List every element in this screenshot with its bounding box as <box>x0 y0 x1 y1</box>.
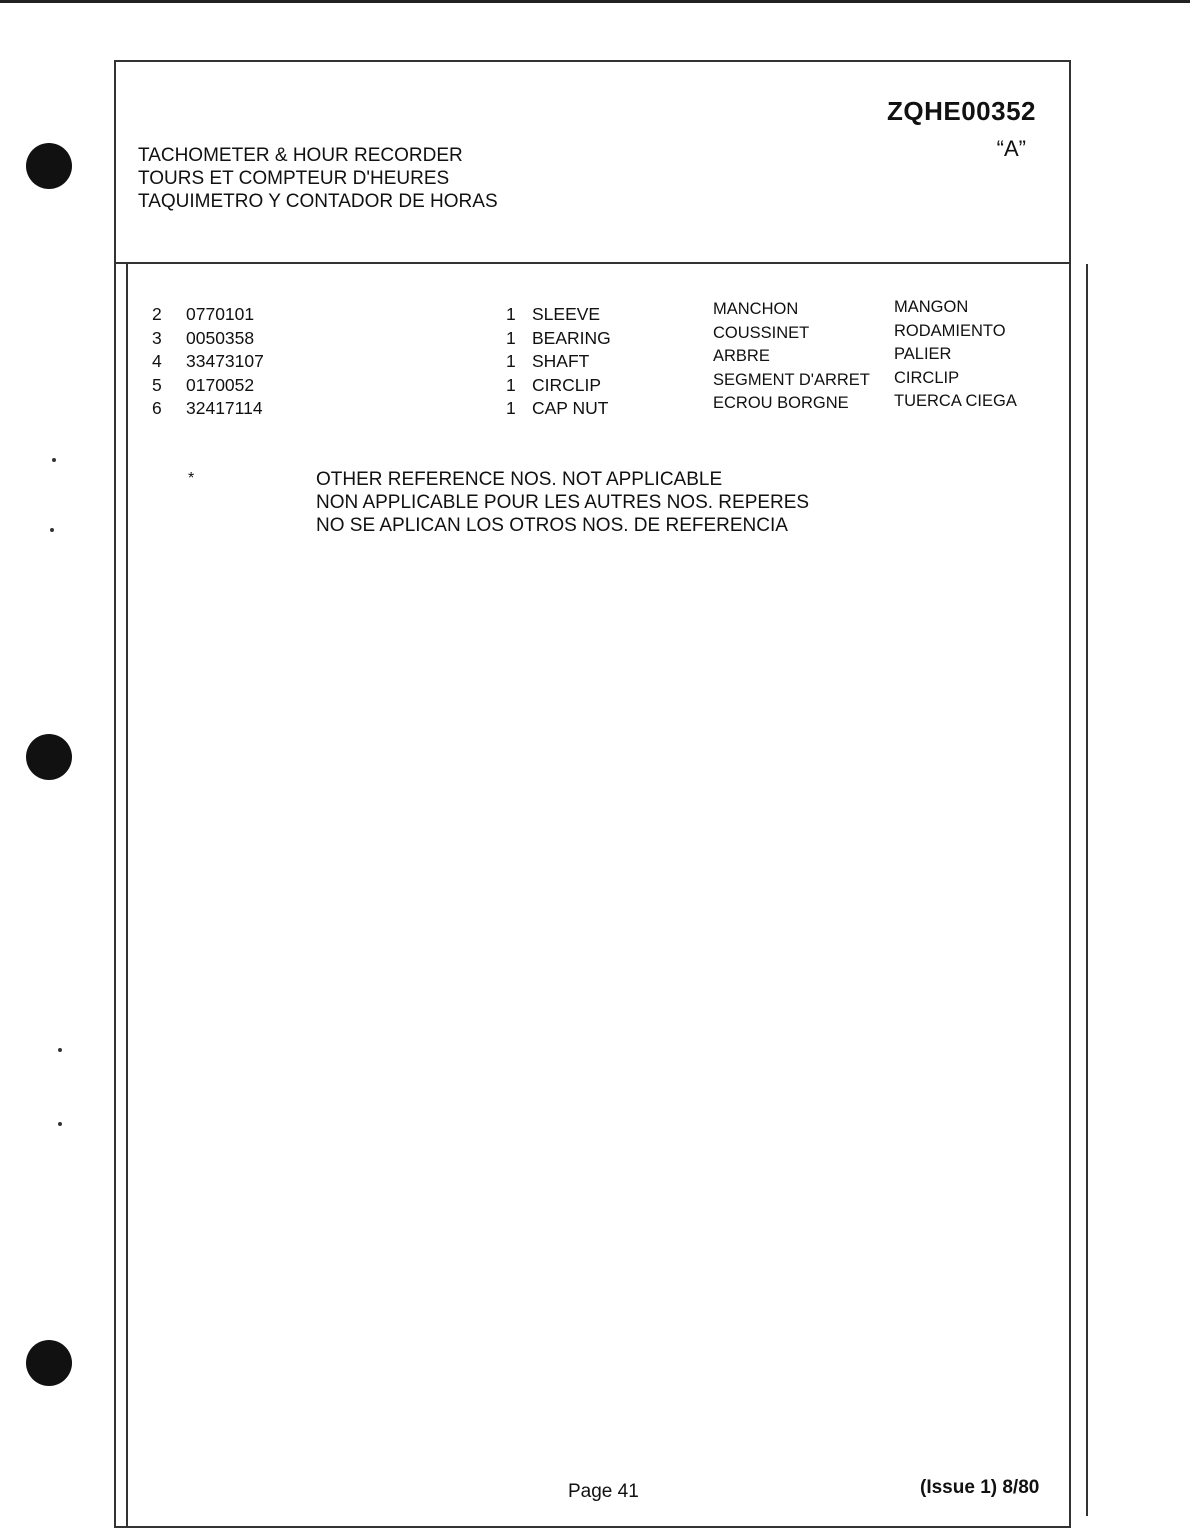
part-number: 0770101 <box>186 304 255 324</box>
page-number: Page 41 <box>568 1481 639 1502</box>
description-spanish: PALIER <box>894 345 952 363</box>
description-french: ARBRE <box>713 347 770 365</box>
body-border-right <box>1086 264 1088 1516</box>
document-code: ZQHE00352 <box>886 96 1036 126</box>
document-revision: “A” <box>996 136 1026 161</box>
scan-speck <box>58 1122 62 1126</box>
description-english: CIRCLIP <box>532 374 602 395</box>
quantity: 1 <box>506 351 516 371</box>
parts-row <box>0 321 1190 352</box>
description-english: SHAFT <box>532 351 590 371</box>
description-spanish: RODAMIENTO <box>894 321 1006 340</box>
scan-speck <box>52 458 56 462</box>
title-french: TOURS ET COMPTEUR D'HEURES <box>138 168 450 189</box>
parts-row <box>0 298 1190 328</box>
description-french: ECROU BORGNE <box>713 394 849 412</box>
part-number: 0170052 <box>186 374 255 395</box>
title-english: TACHOMETER & HOUR RECORDER <box>138 145 463 166</box>
binder-hole-middle <box>26 734 72 780</box>
ref-number: 5 <box>152 374 162 395</box>
ref-number: 6 <box>152 398 162 418</box>
binder-hole-top <box>26 143 72 189</box>
description-french: COUSSINET <box>713 323 810 342</box>
parts-list <box>0 298 1190 422</box>
top-edge-rule <box>0 0 1190 3</box>
applicability-note <box>316 468 809 537</box>
part-number: 0050358 <box>186 327 255 348</box>
quantity: 1 <box>506 374 516 395</box>
issue-date: (Issue 1) 8/80 <box>920 1477 1040 1498</box>
ref-number: 2 <box>152 304 162 324</box>
parts-row <box>0 392 1190 422</box>
ref-number: 3 <box>152 327 162 348</box>
note-english: OTHER REFERENCE NOS. NOT APPLICABLE <box>316 469 723 490</box>
description-spanish: CIRCLIP <box>894 368 960 387</box>
page-frame <box>114 60 1071 1528</box>
note-asterisk: * <box>188 470 195 487</box>
description-french: MANCHON <box>713 300 799 318</box>
body-border-left <box>126 264 128 1526</box>
quantity: 1 <box>506 304 516 324</box>
description-english: CAP NUT <box>532 398 609 418</box>
note-spanish: NO SE APLICAN LOS OTROS NOS. DE REFERENCIA <box>316 515 788 536</box>
header-divider <box>114 262 1071 264</box>
description-spanish: MANGON <box>894 298 969 316</box>
ref-number: 4 <box>152 351 162 371</box>
part-number: 33473107 <box>186 351 264 371</box>
scan-speck <box>50 528 54 532</box>
title-spanish: TAQUIMETRO Y CONTADOR DE HORAS <box>138 191 498 212</box>
parts-row <box>0 345 1190 375</box>
section-titles <box>138 144 498 213</box>
description-english: SLEEVE <box>532 304 601 324</box>
description-french: SEGMENT D'ARRET <box>713 370 870 389</box>
quantity: 1 <box>506 327 516 348</box>
note-french: NON APPLICABLE POUR LES AUTRES NOS. REPERES <box>316 492 810 513</box>
quantity: 1 <box>506 398 516 418</box>
description-spanish: TUERCA CIEGA <box>894 392 1017 410</box>
scan-speck <box>58 1048 62 1052</box>
description-english: BEARING <box>532 327 611 348</box>
part-number: 32417114 <box>186 398 263 418</box>
binder-hole-bottom <box>26 1340 72 1386</box>
